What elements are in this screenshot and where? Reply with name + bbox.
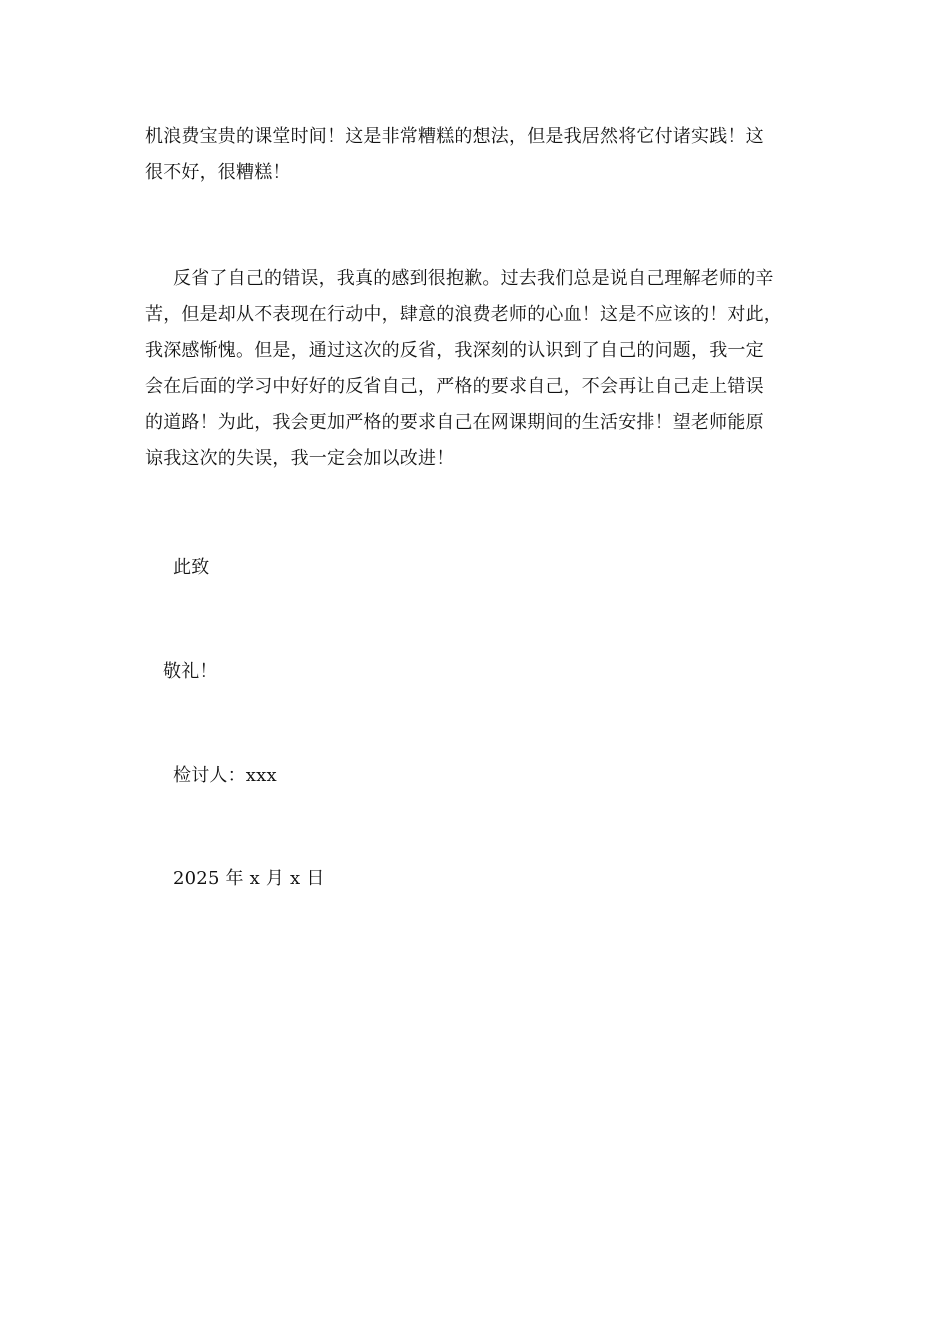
paragraph-1-line-2: 很不好，很糟糕！ — [145, 162, 291, 183]
paragraph-2-line-4: 会在后面的学习中好好的反省自己，严格的要求自己，不会再让自己走上错误 — [145, 376, 764, 397]
paragraph-2-line-2: 苦，但是却从不表现在行动中，肆意的浪费老师的心血！这是不应该的！对此， — [145, 304, 782, 325]
paragraph-2-line-6: 谅我这次的失误，我一定会加以改进！ — [145, 448, 455, 469]
signer-line: 检讨人：xxx — [173, 765, 277, 786]
paragraph-1-line-1: 机浪费宝贵的课堂时间！这是非常糟糕的想法，但是我居然将它付诸实践！这 — [145, 126, 764, 147]
paragraph-2-line-5: 的道路！为此，我会更加严格的要求自己在网课期间的生活安排！望老师能原 — [145, 412, 764, 433]
paragraph-2-line-1: 反省了自己的错误，我真的感到很抱歉。过去我们总是说自己理解老师的辛 — [173, 268, 774, 289]
date-line: 2025 年 x 月 x 日 — [173, 868, 325, 889]
paragraph-2-line-3: 我深感惭愧。但是，通过这次的反省，我深刻的认识到了自己的问题，我一定 — [145, 340, 764, 361]
closing-salutation: 此致 — [173, 557, 210, 578]
closing-regards: 敬礼！ — [163, 661, 218, 682]
